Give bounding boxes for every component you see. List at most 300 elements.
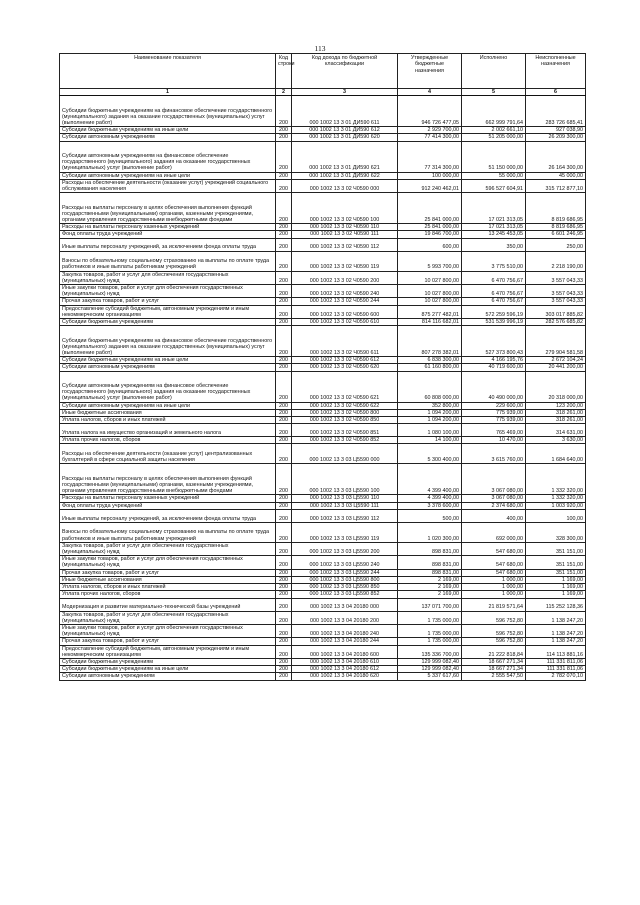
- executed-amount: 1 000,00: [462, 584, 526, 591]
- indicator-name: Уплата налогов, сборов и иных платежей: [60, 584, 276, 591]
- line-code: 200: [276, 172, 292, 179]
- table-row: [60, 569, 586, 576]
- line-code: 200: [276, 645, 292, 658]
- approved-amount: 4 399 400,00: [398, 495, 462, 502]
- line-code: 200: [276, 584, 292, 591]
- income-code: 000 1002 13 3 03 Ц5590 850: [292, 584, 398, 591]
- executed-amount: 400,00: [462, 509, 526, 522]
- approved-amount: 500,00: [398, 509, 462, 522]
- unexecuted-amount: 283 726 685,41: [526, 96, 586, 127]
- unexecuted-amount: 6 601 246,95: [526, 231, 586, 238]
- unexecuted-amount: 282 576 685,82: [526, 319, 586, 326]
- line-code: 200: [276, 231, 292, 238]
- unexecuted-amount: 114 113 881,16: [526, 645, 586, 658]
- unexecuted-amount: 927 038,90: [526, 127, 586, 134]
- line-code: 200: [276, 437, 292, 444]
- indicator-name: Иные закупки товаров, работ и услуг для обеспечения государственных (муниципальных) нужд: [60, 624, 276, 637]
- table-row: [60, 556, 586, 569]
- executed-amount: 527 373 800,43: [462, 326, 526, 357]
- income-code: 000 1002 13 3 02 Ч0590 600: [292, 305, 398, 318]
- unexecuted-amount: 115 252 128,36: [526, 598, 586, 611]
- unexecuted-amount: 351 151,00: [526, 569, 586, 576]
- table-row: [60, 96, 586, 127]
- table-row: [60, 271, 586, 284]
- table-row: [60, 251, 586, 271]
- table-row: [60, 584, 586, 591]
- income-code: 000 1002 13 3 03 Ц5590 000: [292, 444, 398, 464]
- executed-amount: 6 470 756,67: [462, 271, 526, 284]
- table-row: [60, 576, 586, 583]
- approved-amount: 77 314 300,00: [398, 141, 462, 172]
- income-code: 000 1002 13 3 02 Ч0590 112: [292, 238, 398, 251]
- approved-amount: 129 999 082,40: [398, 658, 462, 665]
- table-row: [60, 402, 586, 409]
- unexecuted-amount: 328 300,00: [526, 522, 586, 542]
- line-code: 200: [276, 409, 292, 416]
- indicator-name: Расходы на выплаты персоналу казенных учреждений: [60, 224, 276, 231]
- executed-amount: 18 667 271,34: [462, 658, 526, 665]
- unexecuted-amount: 20 441 200,00: [526, 364, 586, 371]
- executed-amount: 21 819 571,64: [462, 598, 526, 611]
- unexecuted-amount: 26 209 300,00: [526, 134, 586, 141]
- line-code: 200: [276, 522, 292, 542]
- income-code: 000 1002 13 3 03 Ц5590 119: [292, 522, 398, 542]
- approved-amount: 10 027 800,00: [398, 298, 462, 305]
- indicator-name: Иные выплаты персоналу учреждений, за исключением фонда оплаты труда: [60, 238, 276, 251]
- income-code: 000 1002 13 3 02 Ч0590 000: [292, 179, 398, 192]
- table-row: [60, 658, 586, 665]
- table-row: [60, 305, 586, 318]
- executed-amount: 572 259 596,19: [462, 305, 526, 318]
- executed-amount: 596 752,80: [462, 624, 526, 637]
- table-row: [60, 645, 586, 658]
- line-code: 200: [276, 509, 292, 522]
- line-code: 200: [276, 305, 292, 318]
- table-row: [60, 357, 586, 364]
- indicator-name: Иные бюджетные ассигнования: [60, 576, 276, 583]
- unexecuted-amount: 3 557 043,33: [526, 285, 586, 298]
- income-code: 000 1002 13 3 01 ДИ590 622: [292, 172, 398, 179]
- executed-amount: 2 374 680,00: [462, 502, 526, 509]
- line-code: 200: [276, 591, 292, 598]
- income-code: 000 1002 13 3 02 Ч0590 800: [292, 409, 398, 416]
- header-income-code: Код дохода по бюджетной классификации: [292, 54, 398, 89]
- table-row: [60, 238, 586, 251]
- unexecuted-amount: 351 151,00: [526, 542, 586, 555]
- table-row: [60, 495, 586, 502]
- indicator-name: Фонд оплаты труда учреждений: [60, 502, 276, 509]
- line-code: 200: [276, 424, 292, 437]
- indicator-name: Уплата налогов, сборов и иных платежей: [60, 417, 276, 424]
- column-number: 5: [462, 89, 526, 96]
- indicator-name: Предоставление субсидий бюджетным, автономным учреждениям и иным некоммерческим организациям: [60, 305, 276, 318]
- table-row: [60, 134, 586, 141]
- indicator-name: Иные закупки товаров, работ и услуг для обеспечения государственных (муниципальных) нужд: [60, 285, 276, 298]
- executed-amount: 55 000,00: [462, 172, 526, 179]
- approved-amount: 5 300 400,00: [398, 444, 462, 464]
- line-code: 200: [276, 238, 292, 251]
- approved-amount: 5 993 700,00: [398, 251, 462, 271]
- approved-amount: 875 277 482,01: [398, 305, 462, 318]
- table-row: [60, 666, 586, 673]
- page-number: 113: [314, 44, 326, 53]
- line-code: 200: [276, 127, 292, 134]
- income-code: 000 1002 13 3 02 Ч0590 850: [292, 417, 398, 424]
- column-number: 4: [398, 89, 462, 96]
- unexecuted-amount: 123 200,00: [526, 402, 586, 409]
- indicator-name: Взносы по обязательному социальному страхованию на выплаты по оплате труда работников и иные выплаты работникам учреждений: [60, 522, 276, 542]
- line-code: 200: [276, 298, 292, 305]
- approved-amount: 1 094 200,00: [398, 409, 462, 416]
- income-code: 000 1002 13 3 04 20180 240: [292, 624, 398, 637]
- executed-amount: 547 680,00: [462, 569, 526, 576]
- line-code: 200: [276, 598, 292, 611]
- line-code: 200: [276, 495, 292, 502]
- unexecuted-amount: 2 782 070,10: [526, 673, 586, 680]
- approved-amount: 898 831,00: [398, 542, 462, 555]
- header-unexecuted: Неисполненные назначения: [526, 54, 586, 89]
- income-code: 000 1002 13 3 02 Ч0590 851: [292, 424, 398, 437]
- indicator-name: Модернизация и развитие материально-технической базы учреждений: [60, 598, 276, 611]
- header-line-code: Код строки: [276, 54, 292, 89]
- indicator-name: Субсидии бюджетным учреждениям на иные цели: [60, 127, 276, 134]
- table-row: [60, 193, 586, 224]
- income-code: 000 1002 13 3 01 ДИ590 621: [292, 141, 398, 172]
- executed-amount: 18 667 271,34: [462, 666, 526, 673]
- unexecuted-amount: 3 557 043,33: [526, 298, 586, 305]
- table-row: [60, 127, 586, 134]
- column-number: 3: [292, 89, 398, 96]
- income-code: 000 1002 13 3 04 20180 000: [292, 598, 398, 611]
- executed-amount: 775 939,00: [462, 417, 526, 424]
- line-code: 200: [276, 464, 292, 495]
- table-row: [60, 231, 586, 238]
- unexecuted-amount: 279 904 581,58: [526, 326, 586, 357]
- income-code: 000 1002 13 3 02 Ч0590 612: [292, 357, 398, 364]
- line-code: 200: [276, 542, 292, 555]
- income-code: 000 1002 13 3 02 Ч0590 240: [292, 285, 398, 298]
- table-row: [60, 326, 586, 357]
- indicator-name: Предоставление субсидий бюджетным, автономным учреждениям и иным некоммерческим организациям: [60, 645, 276, 658]
- approved-amount: 6 838 300,00: [398, 357, 462, 364]
- table-row: [60, 409, 586, 416]
- income-code: 000 1002 13 3 04 20180 612: [292, 666, 398, 673]
- executed-amount: 350,00: [462, 238, 526, 251]
- table-row: [60, 179, 586, 192]
- unexecuted-amount: 1 138 247,20: [526, 638, 586, 645]
- executed-amount: 10 470,00: [462, 437, 526, 444]
- indicator-name: Иные бюджетные ассигнования: [60, 409, 276, 416]
- line-code: 200: [276, 285, 292, 298]
- income-code: 000 1002 13 3 02 Ч0590 611: [292, 326, 398, 357]
- unexecuted-amount: 1 332 320,00: [526, 464, 586, 495]
- executed-amount: 13 245 453,05: [462, 231, 526, 238]
- indicator-name: Прочая закупка товаров, работ и услуг: [60, 298, 276, 305]
- income-code: 000 1002 13 3 01 ДИ590 611: [292, 96, 398, 127]
- unexecuted-amount: 2 218 190,00: [526, 251, 586, 271]
- executed-amount: 1 000,00: [462, 591, 526, 598]
- line-code: 200: [276, 611, 292, 624]
- column-number: 1: [60, 89, 276, 96]
- income-code: 000 1002 13 3 01 ДИ590 620: [292, 134, 398, 141]
- line-code: 200: [276, 576, 292, 583]
- line-code: 200: [276, 417, 292, 424]
- unexecuted-amount: 3 557 043,33: [526, 271, 586, 284]
- indicator-name: Закупка товаров, работ и услуг для обеспечения государственных (муниципальных) нужд: [60, 271, 276, 284]
- approved-amount: 129 999 082,40: [398, 666, 462, 673]
- indicator-name: Расходы на выплаты персоналу в целях обеспечения выполнения функций государственными (муниципальными) органами, казенными учреждениями, органами управления государственными внебюджетными фондами: [60, 193, 276, 224]
- indicator-name: Расходы на обеспечение деятельности (оказание услуг) централизованных бухгалтерий в сфере социальной защиты населения: [60, 444, 276, 464]
- table-row: [60, 444, 586, 464]
- executed-amount: 6 470 756,67: [462, 298, 526, 305]
- income-code: 000 1002 13 3 03 Ц5590 110: [292, 495, 398, 502]
- column-number: 2: [276, 89, 292, 96]
- line-code: 200: [276, 251, 292, 271]
- unexecuted-amount: 1 332 320,00: [526, 495, 586, 502]
- line-code: 200: [276, 326, 292, 357]
- line-code: 200: [276, 402, 292, 409]
- approved-amount: 2 169,00: [398, 584, 462, 591]
- unexecuted-amount: 314 631,00: [526, 424, 586, 437]
- executed-amount: 3 775 510,00: [462, 251, 526, 271]
- indicator-name: Субсидии автономным учреждениям на иные цели: [60, 172, 276, 179]
- table-row: [60, 591, 586, 598]
- approved-amount: 1 020 300,00: [398, 522, 462, 542]
- table-row: [60, 298, 586, 305]
- executed-amount: 3 615 760,00: [462, 444, 526, 464]
- unexecuted-amount: 1 138 247,20: [526, 624, 586, 637]
- budget-execution-table: [59, 53, 586, 681]
- approved-amount: 100 000,00: [398, 172, 462, 179]
- executed-amount: 547 680,00: [462, 542, 526, 555]
- approved-amount: 2 169,00: [398, 591, 462, 598]
- approved-amount: 898 831,00: [398, 569, 462, 576]
- executed-amount: 17 021 313,05: [462, 193, 526, 224]
- indicator-name: Уплата прочих налогов, сборов: [60, 591, 276, 598]
- income-code: 000 1002 13 3 02 Ч0590 621: [292, 371, 398, 402]
- column-number-row: [60, 89, 586, 96]
- executed-amount: 51 205 000,00: [462, 134, 526, 141]
- income-code: 000 1002 13 3 03 Ц5590 112: [292, 509, 398, 522]
- table-row: [60, 638, 586, 645]
- indicator-name: Расходы на выплаты персоналу в целях обеспечения выполнения функций государственными (муниципальными) органами, казенными учреждениями, органами управления государственными внебюджетными фондами: [60, 464, 276, 495]
- income-code: 000 1002 13 3 03 Ц5590 240: [292, 556, 398, 569]
- approved-amount: 1 735 000,00: [398, 624, 462, 637]
- indicator-name: Уплата налога на имущество организаций и земельного налога: [60, 424, 276, 437]
- approved-amount: 10 027 800,00: [398, 271, 462, 284]
- executed-amount: 775 939,00: [462, 409, 526, 416]
- executed-amount: 596 527 604,91: [462, 179, 526, 192]
- executed-amount: 547 680,00: [462, 556, 526, 569]
- approved-amount: 2 929 700,00: [398, 127, 462, 134]
- table-row: [60, 417, 586, 424]
- indicator-name: Субсидии бюджетным учреждениям на иные цели: [60, 357, 276, 364]
- executed-amount: 2 555 547,50: [462, 673, 526, 680]
- unexecuted-amount: 1 003 920,00: [526, 502, 586, 509]
- approved-amount: 25 841 000,00: [398, 224, 462, 231]
- header-row: [60, 54, 586, 89]
- unexecuted-amount: 111 331 811,06: [526, 666, 586, 673]
- line-code: 200: [276, 666, 292, 673]
- line-code: 200: [276, 556, 292, 569]
- approved-amount: 61 160 800,00: [398, 364, 462, 371]
- income-code: 000 1002 13 3 02 Ч0590 119: [292, 251, 398, 271]
- executed-amount: 40 490 000,00: [462, 371, 526, 402]
- unexecuted-amount: 318 261,00: [526, 417, 586, 424]
- unexecuted-amount: 2 672 104,24: [526, 357, 586, 364]
- income-code: 000 1002 13 3 04 20180 244: [292, 638, 398, 645]
- indicator-name: Закупка товаров, работ и услуг для обеспечения государственных (муниципальных) нужд: [60, 611, 276, 624]
- table-row: [60, 522, 586, 542]
- indicator-name: Иные выплаты персоналу учреждений, за исключением фонда оплаты труда: [60, 509, 276, 522]
- unexecuted-amount: 303 017 885,82: [526, 305, 586, 318]
- income-code: 000 1002 13 3 02 Ч0590 622: [292, 402, 398, 409]
- line-code: 200: [276, 502, 292, 509]
- indicator-name: Взносы по обязательному социальному страхованию на выплаты по оплате труда работников и иные выплаты работникам учреждений: [60, 251, 276, 271]
- unexecuted-amount: 45 000,00: [526, 172, 586, 179]
- table-row: [60, 364, 586, 371]
- approved-amount: 60 808 000,00: [398, 371, 462, 402]
- table-row: [60, 598, 586, 611]
- executed-amount: 21 222 818,84: [462, 645, 526, 658]
- unexecuted-amount: 111 331 811,06: [526, 658, 586, 665]
- approved-amount: 898 831,00: [398, 556, 462, 569]
- indicator-name: Субсидии автономным учреждениям: [60, 673, 276, 680]
- income-code: 000 1002 13 3 04 20180 610: [292, 658, 398, 665]
- approved-amount: 77 414 300,00: [398, 134, 462, 141]
- table-row: [60, 224, 586, 231]
- approved-amount: 807 278 382,01: [398, 326, 462, 357]
- unexecuted-amount: 8 819 686,95: [526, 224, 586, 231]
- line-code: 200: [276, 134, 292, 141]
- income-code: 000 1002 13 3 03 Ц5590 852: [292, 591, 398, 598]
- executed-amount: 662 999 791,64: [462, 96, 526, 127]
- line-code: 200: [276, 673, 292, 680]
- line-code: 200: [276, 569, 292, 576]
- executed-amount: 596 752,80: [462, 611, 526, 624]
- unexecuted-amount: 3 630,00: [526, 437, 586, 444]
- income-code: 000 1002 13 3 04 20180 600: [292, 645, 398, 658]
- executed-amount: 692 000,00: [462, 522, 526, 542]
- unexecuted-amount: 1 169,00: [526, 584, 586, 591]
- line-code: 200: [276, 638, 292, 645]
- executed-amount: 531 539 996,19: [462, 319, 526, 326]
- line-code: 200: [276, 193, 292, 224]
- approved-amount: 1 094 200,00: [398, 417, 462, 424]
- approved-amount: 10 027 800,00: [398, 285, 462, 298]
- income-code: 000 1002 13 3 02 Ч0590 111: [292, 231, 398, 238]
- income-code: 000 1002 13 3 03 Ц5590 200: [292, 542, 398, 555]
- line-code: 200: [276, 319, 292, 326]
- indicator-name: Прочая закупка товаров, работ и услуг: [60, 569, 276, 576]
- executed-amount: 40 719 600,00: [462, 364, 526, 371]
- line-code: 200: [276, 141, 292, 172]
- unexecuted-amount: 250,00: [526, 238, 586, 251]
- table-row: [60, 437, 586, 444]
- income-code: 000 1002 13 3 02 Ч0590 852: [292, 437, 398, 444]
- column-number: 6: [526, 89, 586, 96]
- header-approved: Утвержденные бюджетные назначения: [398, 54, 462, 89]
- table-row: [60, 464, 586, 495]
- approved-amount: 1 080 100,00: [398, 424, 462, 437]
- line-code: 200: [276, 624, 292, 637]
- table-row: [60, 509, 586, 522]
- indicator-name: Субсидии бюджетным учреждениям на иные цели: [60, 666, 276, 673]
- approved-amount: 135 336 700,00: [398, 645, 462, 658]
- indicator-name: Фонд оплаты труда учреждений: [60, 231, 276, 238]
- income-code: 000 1002 13 3 02 Ч0590 110: [292, 224, 398, 231]
- indicator-name: Расходы на обеспечение деятельности (оказание услуг) учреждений социального обслуживания населения: [60, 179, 276, 192]
- indicator-name: Иные закупки товаров, работ и услуг для обеспечения государственных (муниципальных) нужд: [60, 556, 276, 569]
- income-code: 000 1002 13 3 02 Ч0590 610: [292, 319, 398, 326]
- indicator-name: Уплата прочих налогов, сборов: [60, 437, 276, 444]
- table-row: [60, 141, 586, 172]
- income-code: 000 1002 13 3 04 20180 620: [292, 673, 398, 680]
- approved-amount: 912 240 462,01: [398, 179, 462, 192]
- approved-amount: 4 399 400,00: [398, 464, 462, 495]
- indicator-name: Субсидии бюджетным учреждениям на финансовое обеспечение государственного (муниципального) задания на оказание государственных (муниципальных) услуг (выполнение работ): [60, 326, 276, 357]
- unexecuted-amount: 8 819 686,95: [526, 193, 586, 224]
- indicator-name: Субсидии автономным учреждениям на финансовое обеспечение государственного (муниципального) задания на оказание государственных (муниципальных) услуг (выполнение работ): [60, 141, 276, 172]
- executed-amount: 765 469,00: [462, 424, 526, 437]
- indicator-name: Субсидии бюджетным учреждениям: [60, 658, 276, 665]
- table-row: [60, 624, 586, 637]
- indicator-name: Субсидии бюджетным учреждениям на финансовое обеспечение государственного (муниципального) задания на оказание государственных (муниципальных) услуг (выполнение работ): [60, 96, 276, 127]
- line-code: 200: [276, 357, 292, 364]
- approved-amount: 14 100,00: [398, 437, 462, 444]
- table-row: [60, 319, 586, 326]
- table-row: [60, 285, 586, 298]
- unexecuted-amount: 351 151,00: [526, 556, 586, 569]
- approved-amount: 1 735 000,00: [398, 638, 462, 645]
- line-code: 200: [276, 364, 292, 371]
- approved-amount: 3 378 600,00: [398, 502, 462, 509]
- table-row: [60, 611, 586, 624]
- indicator-name: Субсидии бюджетным учреждениям: [60, 319, 276, 326]
- executed-amount: 17 021 313,05: [462, 224, 526, 231]
- income-code: 000 1002 13 3 02 Ч0590 244: [292, 298, 398, 305]
- line-code: 200: [276, 371, 292, 402]
- income-code: 000 1002 13 3 04 20180 200: [292, 611, 398, 624]
- indicator-name: Субсидии автономным учреждениям: [60, 134, 276, 141]
- executed-amount: 1 000,00: [462, 576, 526, 583]
- income-code: 000 1002 13 3 02 Ч0590 620: [292, 364, 398, 371]
- income-code: 000 1002 13 3 03 Ц5590 244: [292, 569, 398, 576]
- approved-amount: 814 116 682,01: [398, 319, 462, 326]
- indicator-name: Расходы на выплаты персоналу казенных учреждений: [60, 495, 276, 502]
- approved-amount: 25 841 000,00: [398, 193, 462, 224]
- line-code: 200: [276, 444, 292, 464]
- approved-amount: 1 735 000,00: [398, 611, 462, 624]
- approved-amount: 600,00: [398, 238, 462, 251]
- approved-amount: 137 071 700,00: [398, 598, 462, 611]
- income-code: 000 1002 13 3 02 Ч0590 200: [292, 271, 398, 284]
- unexecuted-amount: 1 169,00: [526, 591, 586, 598]
- header-executed: Исполнено: [462, 54, 526, 89]
- approved-amount: 946 726 477,05: [398, 96, 462, 127]
- line-code: 200: [276, 179, 292, 192]
- executed-amount: 3 067 080,00: [462, 464, 526, 495]
- unexecuted-amount: 26 164 300,00: [526, 141, 586, 172]
- income-code: 000 1002 13 3 02 Ч0590 100: [292, 193, 398, 224]
- indicator-name: Субсидии автономным учреждениям на финансовое обеспечение государственного (муниципального) задания на оказание государственных (муниципальных) услуг (выполнение работ): [60, 371, 276, 402]
- approved-amount: 352 800,00: [398, 402, 462, 409]
- executed-amount: 4 166 195,76: [462, 357, 526, 364]
- unexecuted-amount: 1 169,00: [526, 576, 586, 583]
- executed-amount: 2 002 661,10: [462, 127, 526, 134]
- table-row: [60, 424, 586, 437]
- executed-amount: 3 067 080,00: [462, 495, 526, 502]
